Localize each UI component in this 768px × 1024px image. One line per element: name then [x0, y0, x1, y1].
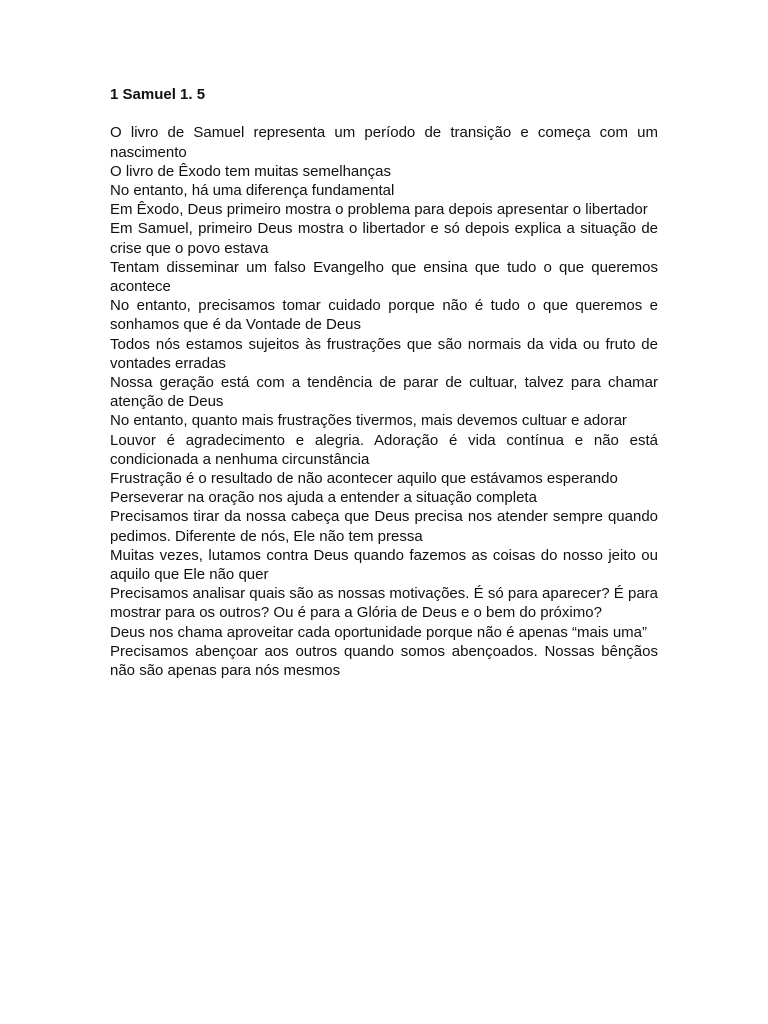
paragraph: Todos nós estamos sujeitos às frustrações que são normais da vida ou fruto de vontades erradas	[110, 335, 658, 372]
paragraph: Precisamos analisar quais são as nossas motivações. É só para aparecer? É para mostrar para os outros? Ou é para a Glória de Deus e o bem do próximo?	[110, 585, 658, 622]
document-title: 1 Samuel 1. 5	[110, 86, 206, 103]
paragraph: Deus nos chama aproveitar cada oportunidade porque não é apenas “mais uma”	[110, 623, 647, 641]
paragraph: Em Êxodo, Deus primeiro mostra o problema para depois apresentar o libertador	[110, 201, 648, 219]
paragraph: No entanto, quanto mais frustrações tivermos, mais devemos cultuar e adorar	[110, 412, 627, 430]
paragraph: Perseverar na oração nos ajuda a entender a situação completa	[110, 489, 537, 507]
paragraph: Frustração é o resultado de não acontecer aquilo que estávamos esperando	[110, 470, 618, 488]
paragraph: Nossa geração está com a tendência de parar de cultuar, talvez para chamar atenção de Deus	[110, 374, 658, 411]
paragraph: Precisamos tirar da nossa cabeça que Deus precisa nos atender sempre quando pedimos. Diferente de nós, Ele não tem pressa	[110, 508, 658, 545]
paragraph: No entanto, há uma diferença fundamental	[110, 182, 395, 199]
paragraph: O livro de Êxodo tem muitas semelhanças	[110, 162, 391, 180]
paragraph: Tentam disseminar um falso Evangelho que ensina que tudo o que queremos acontece	[110, 258, 658, 296]
document-body	[110, 85, 658, 680]
paragraph: Louvor é agradecimento e alegria. Adoração é vida contínua e não está condicionada a nenhuma circunstância	[110, 431, 658, 468]
paragraph: O livro de Samuel representa um período de transição e começa com um nascimento	[110, 124, 658, 161]
paragraph: Precisamos abençoar aos outros quando somos abençoados. Nossas bênçãos não são apenas para nós mesmos	[110, 642, 658, 680]
paragraph: No entanto, precisamos tomar cuidado porque não é tudo o que queremos e sonhamos que é da Vontade de Deus	[110, 297, 658, 334]
paragraph: Muitas vezes, lutamos contra Deus quando fazemos as coisas do nosso jeito ou aquilo que Ele não quer	[110, 546, 658, 584]
paragraph: Em Samuel, primeiro Deus mostra o libertador e só depois explica a situação de crise que o povo estava	[110, 220, 658, 257]
